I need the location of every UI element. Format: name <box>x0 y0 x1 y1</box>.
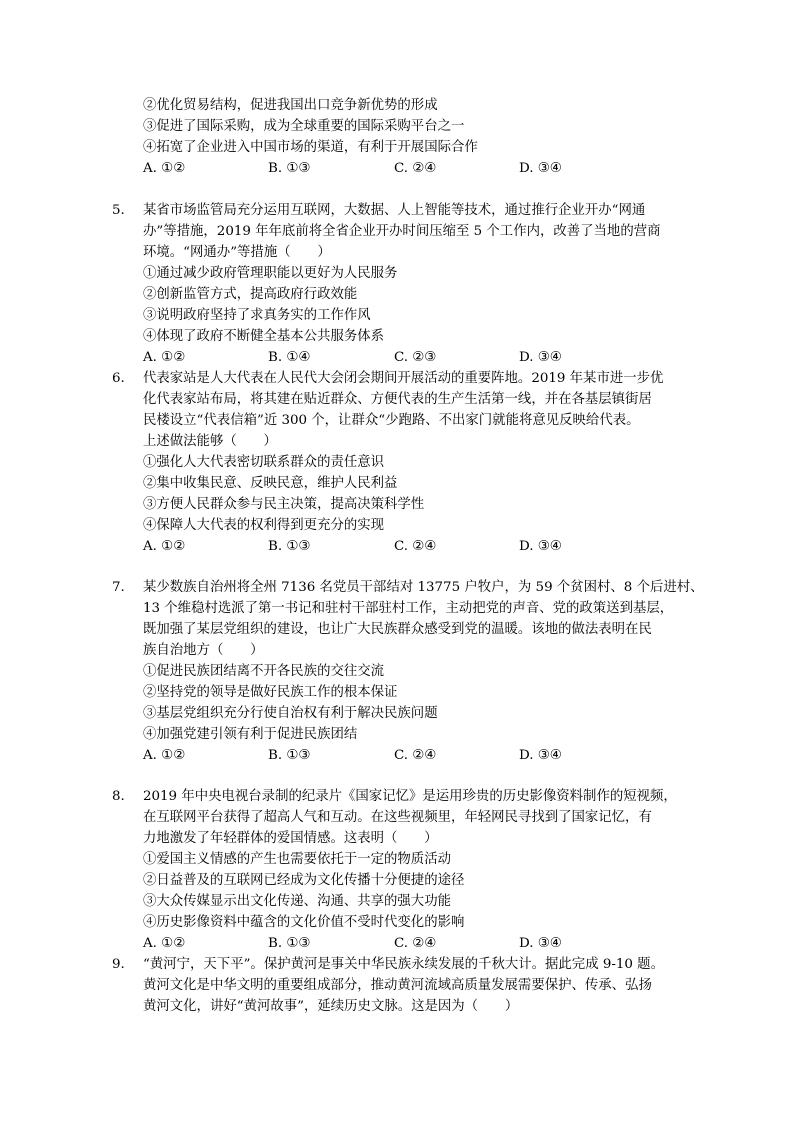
q6-options <box>143 537 663 557</box>
q5-statement-2: ②创新监管方式，提高政府行政效能 <box>143 287 358 302</box>
q8-statement-1: ①爱国主义情感的产生也需要依托于一定的物质活动 <box>143 852 451 867</box>
q6-option-c[interactable]: C. ②④ <box>394 539 437 554</box>
q8-option-a[interactable]: A. ①② <box>143 936 186 951</box>
q4-option-d[interactable]: D. ③④ <box>519 161 562 176</box>
q8-option-b[interactable]: B. ①③ <box>268 936 311 951</box>
q8-statement-3: ③大众传媒显示出文化传递、沟通、共享的强大功能 <box>143 894 451 909</box>
q5-stem-3: 环境。“网通办”等措施（ ） <box>143 245 331 260</box>
q4-statement-4: ④拓宽了企业进入中国市场的渠道，有利于开展国际合作 <box>143 140 478 155</box>
q9-stem-2: 黄河文化是中华文明的重要组成部分，推动黄河流域高质量发展需要保护、传承、弘扬 <box>143 978 652 993</box>
q8-option-c[interactable]: C. ②④ <box>394 936 437 951</box>
q8-statement-4: ④历史影像资料中蕴含的文化价值不受时代变化的影响 <box>143 915 465 930</box>
q5-option-d[interactable]: D. ③④ <box>519 350 562 365</box>
q7-statement-4: ④加强党建引领有利于促进民族团结 <box>143 727 358 742</box>
q5-statement-4: ④体现了政府不断健全基本公共服务体系 <box>143 329 385 344</box>
q4-statement-3: ③促进了国际采购，成为全球重要的国际采购平台之一 <box>143 119 465 134</box>
q6-statement-2: ②集中收集民意、反映民意，维护人民利益 <box>143 476 398 491</box>
q5-stem-1: 某省市场监管局充分运用互联网，大数据、人上智能等技术，通过推行企业开办“网通 <box>143 203 646 218</box>
q6-option-a[interactable]: A. ①② <box>143 539 186 554</box>
q7-statement-3: ③基层党组织充分行使自治权有利于解决民族问题 <box>143 706 438 721</box>
q9-stem-3: 黄河文化，讲好“黄河故事”，延续历史文脉。这是因为（ ） <box>143 999 519 1014</box>
q8-stem-3: 力地激发了年轻群体的爱国情感。这表明（ ） <box>143 831 438 846</box>
q4-statement-2: ②优化贸易结构，促进我国出口竞争新优势的形成 <box>143 98 438 113</box>
q8-statement-2: ②日益普及的互联网已经成为文化传播十分便捷的途径 <box>143 873 465 888</box>
q7-statement-1: ①促进民族团结离不开各民族的交往交流 <box>143 664 385 679</box>
q4-option-a[interactable]: A. ①② <box>143 161 186 176</box>
q6-stem-4: 上述做法能够（ ） <box>143 434 277 449</box>
q9-number: 9. <box>112 957 125 972</box>
q7-number: 7. <box>112 580 125 595</box>
q7-stem-2: 13 个维稳村选派了第一书记和驻村干部驻村工作，主动把党的声音、党的政策送到基层， <box>143 601 674 616</box>
q7-statement-2: ②坚持党的领导是做好民族工作的根本保证 <box>143 685 398 700</box>
q7-option-d[interactable]: D. ③④ <box>519 748 562 763</box>
q9-stem-1: “黄河宁，天下平”。保护黄河是事关中华民族永续发展的千秋大计。据此完成 9-10 题。 <box>143 957 664 972</box>
q5-number: 5. <box>112 203 125 218</box>
q5-statement-1: ①通过减少政府管理职能以更好为人民服务 <box>143 266 398 281</box>
q7-stem-1: 某少数族自治州将全州 7136 名党员干部结对 13775 户牧户，为 59 个贫困村、8 个后进村、 <box>143 580 704 595</box>
q6-option-b[interactable]: B. ①③ <box>268 539 311 554</box>
q7-option-b[interactable]: B. ①③ <box>268 748 311 763</box>
q7-option-c[interactable]: C. ②④ <box>394 748 437 763</box>
q5-option-a[interactable]: A. ①② <box>143 350 186 365</box>
q4-option-c[interactable]: C. ②④ <box>394 161 437 176</box>
q4-options <box>143 159 663 179</box>
q5-statement-3: ③说明政府坚持了求真务实的工作作风 <box>143 308 371 323</box>
q7-option-a[interactable]: A. ①② <box>143 748 186 763</box>
q5-option-c[interactable]: C. ②③ <box>394 350 437 365</box>
q8-option-d[interactable]: D. ③④ <box>519 936 562 951</box>
q6-stem-1: 代表家站是人大代表在人民代大会闭会期间开展活动的重要阵地。2019 年某市进一步优 <box>143 371 664 386</box>
q5-stem-2: 办”等措施，2019 年年底前将全省企业开办时间压缩至 5 个工作内，改善了当地的营商 <box>143 224 661 239</box>
q7-stem-3: 既加强了某层党组织的建设，也让广大民族群众感受到党的温暖。该地的做法表明在民 <box>143 622 652 637</box>
q6-option-d[interactable]: D. ③④ <box>519 539 562 554</box>
q6-stem-3: 民楼设立“代表信箱”近 300 个，让群众“少跑路、不出家门就能将意见反映给代表。 <box>143 413 640 428</box>
q6-statement-3: ③方便人民群众参与民主决策，提高决策科学性 <box>143 497 425 512</box>
q6-statement-4: ④保障人大代表的权利得到更充分的实现 <box>143 518 385 533</box>
q8-number: 8. <box>112 789 125 804</box>
q6-number: 6. <box>112 371 125 386</box>
q7-stem-4: 族自治地方（ ） <box>143 643 264 658</box>
q7-options <box>143 746 663 766</box>
q8-options <box>143 934 663 954</box>
q8-stem-2: 在互联网平台获得了超高人气和互动。在这些视频里，年轻网民寻找到了国家记忆，有 <box>143 810 652 825</box>
q6-statement-1: ①强化人大代表密切联系群众的责任意识 <box>143 455 385 470</box>
q5-option-b[interactable]: B. ①④ <box>268 350 311 365</box>
q5-options <box>143 348 663 368</box>
q6-stem-2: 化代表家站布局，将其建在贴近群众、方便代表的生产生活第一线，并在各基层镇街居 <box>143 392 652 407</box>
q8-stem-1: 2019 年中央电视台录制的纪录片《国家记忆》是运用珍贵的历史影像资料制作的短视频， <box>143 789 677 804</box>
q4-option-b[interactable]: B. ①③ <box>268 161 311 176</box>
